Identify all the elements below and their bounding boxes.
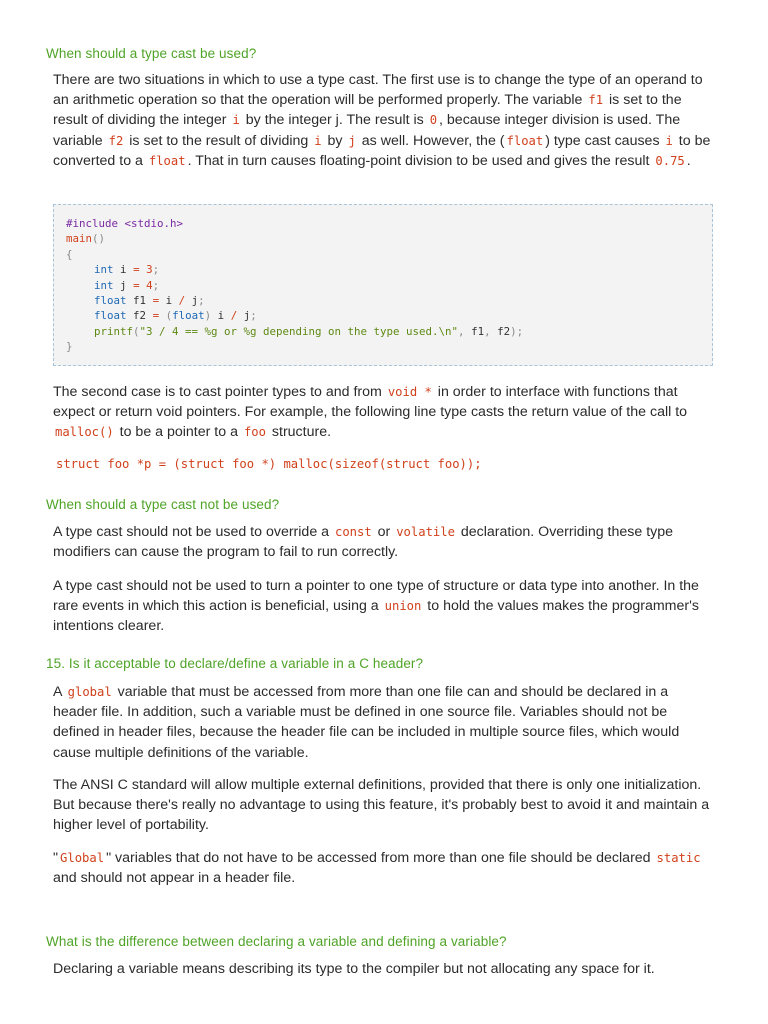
code-token: ; xyxy=(152,278,160,292)
text: A xyxy=(53,684,62,700)
code-token: float xyxy=(172,309,205,323)
code-token: f2 xyxy=(490,324,511,338)
code-token: ( xyxy=(165,309,173,323)
text: There are two situations in which to use a type cast. The first use is to change the type of an operand to an arithmetic operation so that the operation will be performed properly. The variable xyxy=(53,72,703,109)
code-token: i xyxy=(165,293,173,307)
inline-code: i xyxy=(665,133,673,148)
text: A type cast should not be used to override a xyxy=(53,524,330,540)
code-token: printf xyxy=(94,324,134,338)
code-token: / xyxy=(178,293,186,307)
code-token: ) xyxy=(510,324,517,338)
inline-code: f2 xyxy=(108,133,124,148)
code-token: f1 xyxy=(464,324,485,338)
text: to be converted to a xyxy=(53,132,711,169)
paragraph-type-cast-uses xyxy=(53,70,715,171)
paragraph-pointer-cast xyxy=(53,382,715,443)
code-token: j xyxy=(120,278,127,292)
code-line-float-f2 xyxy=(66,308,700,323)
paragraph-global-variable xyxy=(53,682,715,763)
code-token: f2 xyxy=(133,309,147,323)
code-token: f1 xyxy=(133,293,147,307)
code-token: ; xyxy=(152,263,160,277)
inline-code: 0.75 xyxy=(655,153,685,168)
section-heading-when-not-to-cast: When should a type cast not be used? xyxy=(46,497,280,512)
inline-code: foo xyxy=(243,425,266,440)
code-token: float xyxy=(94,309,127,323)
text: , because integer division is used. The variable xyxy=(53,112,681,149)
code-token: float xyxy=(94,293,127,307)
text: is set to the result of dividing xyxy=(129,132,309,149)
code-token: = xyxy=(133,263,140,277)
code-line-printf xyxy=(66,324,700,339)
code-line-include: #include <stdio.h> xyxy=(66,217,184,230)
text: in order to interface with functions that expect or return void pointers. For example, the following line type casts the return value of the call to xyxy=(53,384,688,421)
inline-code: f1 xyxy=(588,93,604,108)
inline-code: volatile xyxy=(396,525,455,539)
paragraph-static-globals xyxy=(53,848,715,888)
inline-code: void * xyxy=(387,385,432,399)
code-block xyxy=(53,204,713,366)
code-token: ( xyxy=(133,324,140,338)
text: as well. However, the ( xyxy=(361,132,505,149)
code-token: = xyxy=(152,293,160,307)
code-token: = xyxy=(133,278,140,292)
inline-code: i xyxy=(232,113,240,128)
section-heading-variable-in-header: 15. Is it acceptable to declare/define a variable in a C header? xyxy=(46,656,424,671)
text: structure. xyxy=(271,424,332,441)
code-token: ) xyxy=(204,309,212,323)
inline-code: malloc() xyxy=(55,425,114,440)
text: The second case is to cast pointer types to and from xyxy=(53,384,382,400)
text: variable that must be accessed from more than one file can and should be declared in a header file. In addition, such a variable must be defined in one source file. Variables should not be defined in header files, because the header file can be included in multiple source files, which would cause multiple definitions of the variable. xyxy=(53,684,680,761)
code-token: int xyxy=(94,263,114,277)
text: to be a pointer to a xyxy=(119,424,238,441)
code-token: = xyxy=(152,309,160,323)
paragraph-ansi-c: The ANSI C standard will allow multiple external definitions, provided that there is only one initialization. But because there's really no advantage to using this feature, it's probably best to avoid it and maintain a higher level of portability. xyxy=(53,777,710,834)
inline-code: j xyxy=(348,133,356,148)
text: " xyxy=(53,850,59,866)
text: or xyxy=(377,524,391,540)
code-token: , xyxy=(458,324,465,338)
text: by xyxy=(327,132,343,149)
code-line-main xyxy=(66,231,700,246)
code-token: i xyxy=(120,263,127,277)
code-token: 4 xyxy=(146,278,153,292)
inline-code: float xyxy=(148,153,186,168)
text: and should not appear in a header file. xyxy=(53,870,296,887)
inline-code: i xyxy=(314,133,322,148)
paragraph-const-volatile xyxy=(53,522,715,562)
code-line-open-brace: { xyxy=(66,247,73,261)
section-heading-declare-vs-define: What is the difference between declaring a variable and defining a variable? xyxy=(46,934,507,949)
code-line-float-f1 xyxy=(66,293,700,308)
inline-code: union xyxy=(384,599,422,614)
code-token: j xyxy=(243,309,251,323)
inline-code: const xyxy=(335,525,372,539)
text: " variables that do not have to be accessed from more than one file should be declared xyxy=(106,850,651,866)
code-line-int-i xyxy=(66,262,700,277)
text: . xyxy=(686,152,691,169)
inline-code: global xyxy=(67,685,112,699)
code-token: ; xyxy=(516,324,524,338)
code-token: / xyxy=(230,309,238,323)
code-token: () xyxy=(92,232,106,246)
inline-code: float xyxy=(506,133,544,148)
code-token: int xyxy=(94,278,114,292)
inline-code: static xyxy=(656,851,701,865)
code-token: main xyxy=(66,232,93,246)
code-snippet-malloc: struct foo *p = (struct foo *) malloc(sizeof(struct foo)); xyxy=(56,457,482,471)
code-token: ; xyxy=(250,309,257,323)
code-token: j xyxy=(191,293,199,307)
inline-code: Global xyxy=(60,851,105,865)
code-line-close-brace: } xyxy=(66,340,73,354)
code-token: "3 / 4 == %g or %g depending on the type used.\n" xyxy=(139,324,459,338)
text: to hold the values makes the programmer's intentions clearer. xyxy=(53,598,699,635)
code-token: ; xyxy=(198,293,205,307)
text: by the integer j. The result is xyxy=(245,112,424,129)
text: declaration. Overriding these type modifiers can cause the program to fail to run correctly. xyxy=(53,524,674,561)
paragraph-declaring: Declaring a variable means describing its type to the compiler but not allocating any space for it. xyxy=(53,961,655,977)
paragraph-union xyxy=(53,576,715,637)
code-token: , xyxy=(484,324,491,338)
code-line-int-j xyxy=(66,278,700,293)
section-heading-when-to-cast: When should a type cast be used? xyxy=(46,46,257,61)
code-token: i xyxy=(217,309,225,323)
text: is set to the result of dividing the integer xyxy=(53,92,682,129)
text: ) type cast causes xyxy=(545,132,660,149)
text: A type cast should not be used to turn a pointer to one type of structure or data type into another. In the rare events in which this action is beneficial, using a xyxy=(53,578,699,615)
text: . That in turn causes floating-point division to be used and gives the result xyxy=(187,152,650,169)
code-token: 3 xyxy=(146,263,153,277)
inline-code: 0 xyxy=(429,113,438,128)
